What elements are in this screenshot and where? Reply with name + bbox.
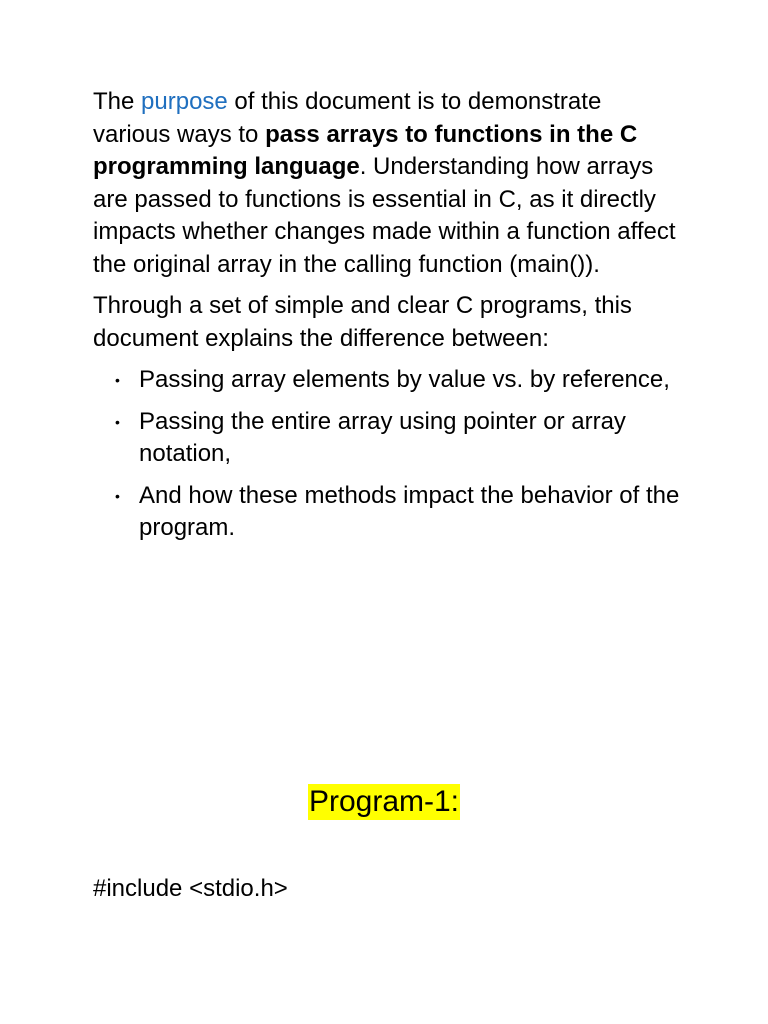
code-include-line: #include <stdio.h> [93, 875, 288, 902]
intro-text-part1: The [93, 88, 142, 115]
intro-bold-phrase: pass arrays to functions in the C programming language [93, 120, 638, 180]
program-heading: Program-1: [308, 785, 460, 818]
list-item [93, 480, 683, 545]
document-body [93, 86, 683, 554]
bullet-icon: • [115, 487, 120, 504]
difference-list [93, 364, 683, 545]
list-item-text: Passing the entire array using pointer or array notation, [139, 407, 626, 467]
list-item [93, 406, 683, 471]
list-item [93, 364, 683, 397]
intro-text-part2: of this document is to demonstrate various ways to [93, 88, 602, 148]
list-item-text: And how these methods impact the behavior of the program. [139, 481, 680, 541]
intro-paragraph [93, 86, 683, 281]
bullet-icon: • [115, 372, 120, 388]
program-heading-container [0, 784, 768, 820]
purpose-highlight: purpose [141, 88, 228, 115]
intro-text-part3: . Understanding how arrays are passed to functions is essential in C, as it directly impacts whether changes made within a function affect the original array in the calling function (main()). [93, 153, 676, 278]
bullet-icon: • [115, 413, 120, 430]
list-item-text: Passing array elements by value vs. by reference, [139, 366, 670, 393]
second-paragraph: Through a set of simple and clear C programs, this document explains the difference between: [93, 292, 632, 352]
